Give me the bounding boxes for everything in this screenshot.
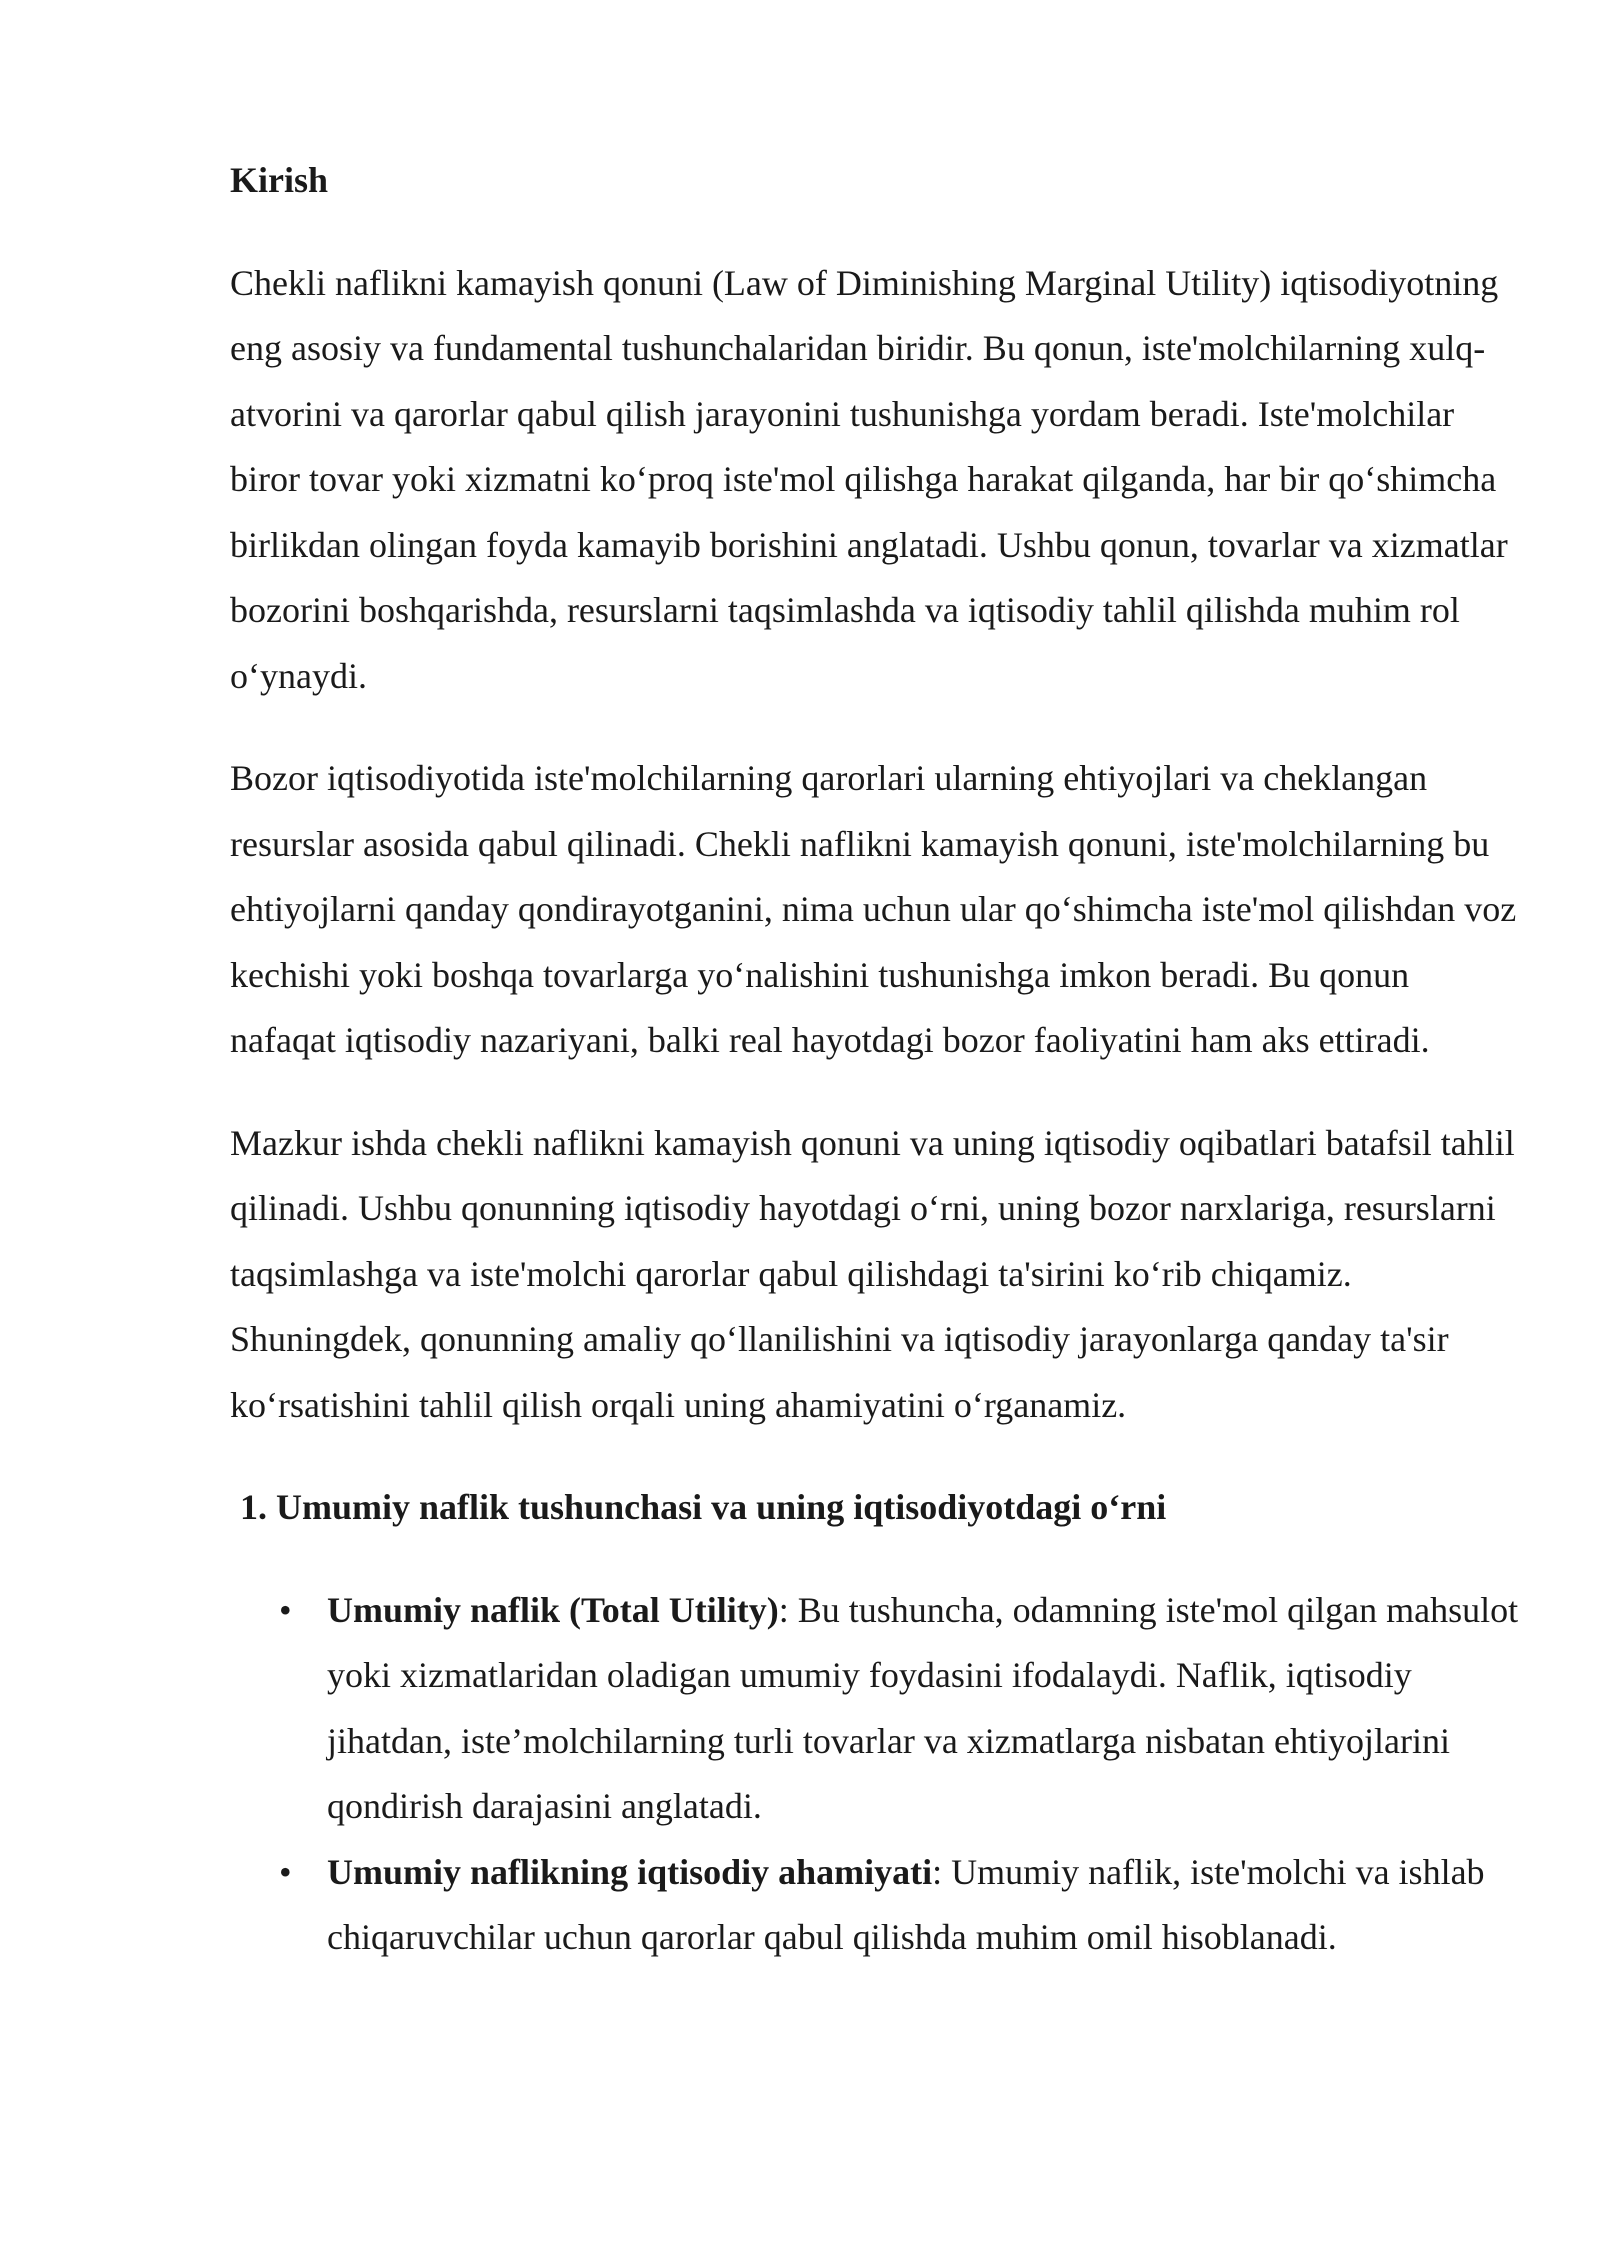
intro-paragraph-1: Chekli naflikni kamayish qonuni (Law of Diminishing Marginal Utility) iqtisodiyotning eng asosiy va fundamental tushunchalaridan biridir. Bu qonun, iste'molchilarning xulq-atvorini va qarorlar qabul qilish jarayonini tushunishga yordam beradi. Iste'molchilar biror tovar yoki xizmatni ko‘proq iste'mol qilishga harakat qilganda, har bir qo‘shimcha birlikdan olingan foyda kamayib borishini anglatadi. Ushbu qonun, tovarlar va xizmatlar bozorini boshqarishda, resurslarni taqsimlashda va iqtisodiy tahlil qilishda muhim rol o‘ynaydi. [230, 262, 1508, 696]
bullet-term: Umumiy naflikning iqtisodiy ahamiyati [327, 1851, 933, 1892]
intro-paragraph-3: Mazkur ishda chekli naflikni kamayish qonuni va uning iqtisodiy oqibatlari batafsil tahlil qilinadi. Ushbu qonunning iqtisodiy hayotdagi o‘rni, uning bozor narxlariga, resurslarni taqsimlashga va iste'molchi qarorlar qabul qilishdagi ta'sirini ko‘rib chiqamiz. Shuningdek, qonunning amaliy qo‘llanilishini va iqtisodiy jarayonlarga qanday ta'sir ko‘rsatishini tahlil qilish orqali uning ahamiyatini o‘rganamiz. [230, 1122, 1515, 1425]
bullet-list [230, 1578, 1520, 1971]
bullet-icon: • [279, 1589, 292, 1630]
bullet-text: : Umumiy naflik, iste'molchi va ishlab chiqaruvchilar uchun qarorlar qabul qilishda muhim omil hisoblanadi. [327, 1851, 1485, 1957]
intro-paragraph-2: Bozor iqtisodiyotida iste'molchilarning qarorlari ularning ehtiyojlari va cheklangan resurslar asosida qabul qilinadi. Chekli naflikni kamayish qonuni, iste'molchilarning bu ehtiyojlarni qanday qondirayotganini, nima uchun ular qo‘shimcha iste'mol qilishdan voz kechishi yoki boshqa tovarlarga yo‘nalishini tushunishga imkon beradi. Bu qonun nafaqat iqtisodiy nazariyani, balki real hayotdagi bozor faoliyatini ham aks ettiradi. [230, 758, 1517, 1060]
bullet-icon: • [279, 1851, 292, 1892]
list-item [279, 1840, 1520, 1971]
page-heading: Kirish [230, 160, 329, 200]
bullet-term: Umumiy naflik (Total Utility) [327, 1589, 779, 1630]
bullet-text: : Bu tushuncha, odamning iste'mol qilgan mahsulot yoki xizmatlaridan oladigan umumiy foydasini ifodalaydi. Naflik, iqtisodiy jihatdan, iste’molchilarning turli tovarlar va xizmatlarga nisbatan ehtiyojlarini qondirish darajasini anglatadi. [327, 1589, 1519, 1826]
section-heading: 1. Umumiy naflik tushunchasi va uning iqtisodiyotdagi o‘rni [240, 1487, 1167, 1527]
list-item [279, 1578, 1520, 1840]
document-body [230, 148, 1520, 1971]
